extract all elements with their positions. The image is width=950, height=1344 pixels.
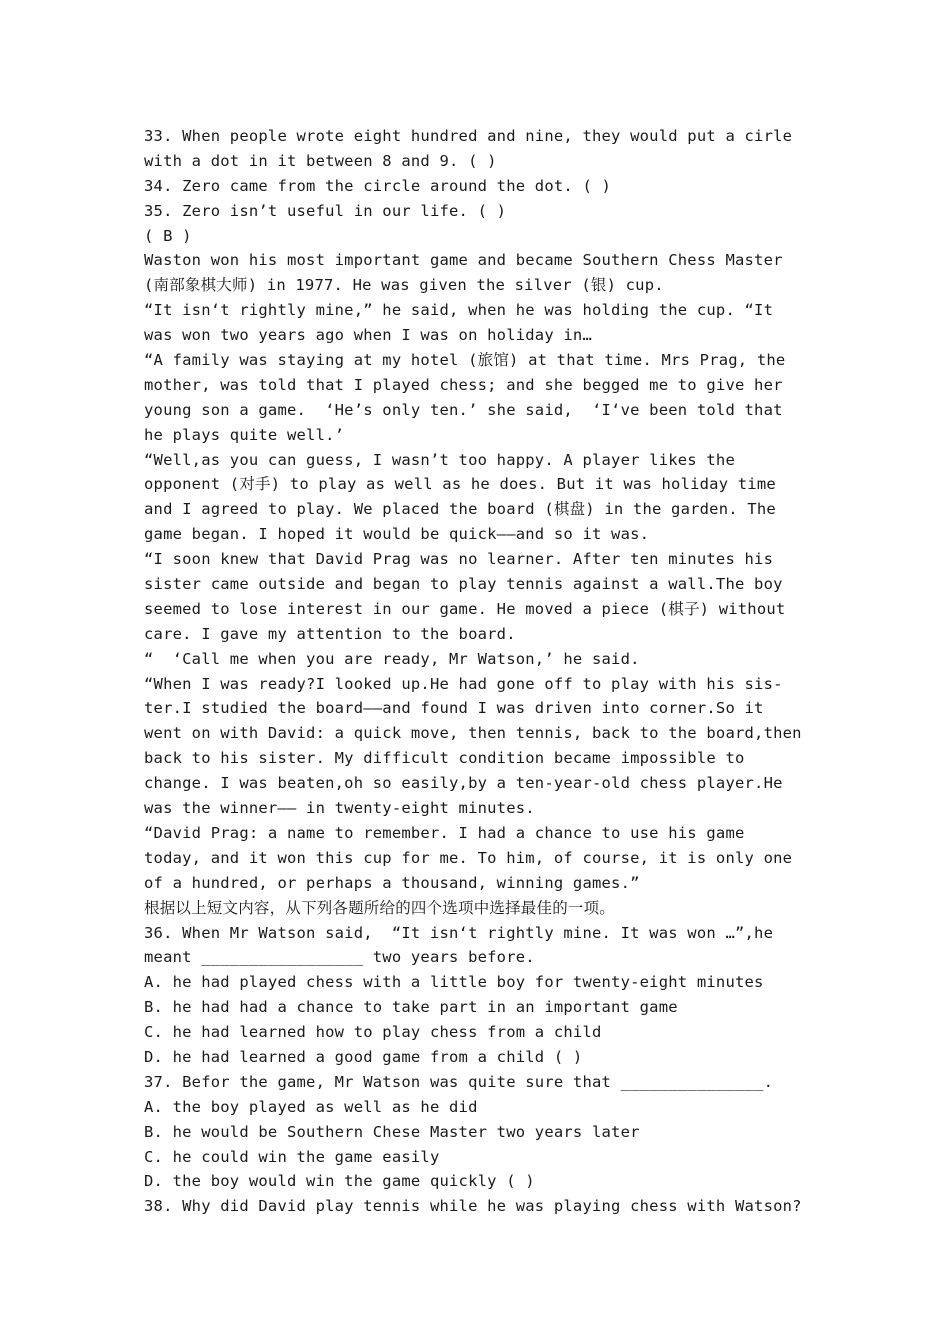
passage-line: (南部象棋大师) in 1977. He was given the silver (银) cup.: [144, 276, 664, 295]
passage-line: change. I was beaten,oh so easily,by a ten-year-old chess player.He: [144, 774, 783, 793]
question-38: 38. Why did David play tennis while he was playing chess with Watson?: [144, 1197, 802, 1216]
section-label-b: ( B ): [144, 226, 192, 245]
passage-line: young son a game. ‘He’s only ten.’ she said, ‘I‘ve been told that: [144, 400, 783, 419]
option-a: A. he had played chess with a little boy for twenty-eight minutes: [144, 973, 764, 992]
passage-line: “It isn‘t rightly mine,” he said, when he was holding the cup. “It: [144, 301, 774, 320]
option-d: D. the boy would win the game quickly ( ): [144, 1172, 535, 1191]
instruction-line: 根据以上短文内容，从下列各题所给的四个选项中选择最佳的一项。: [144, 898, 616, 917]
passage-line: game began. I hoped it would be quick——and so it was.: [144, 525, 650, 544]
passage-line: “A family was staying at my hotel (旅馆) at that time. Mrs Prag, the: [144, 351, 786, 370]
passage-line: seemed to lose interest in our game. He moved a piece (棋子) without: [144, 599, 786, 618]
text-line-q35: 35. Zero isn’t useful in our life. ( ): [144, 201, 507, 220]
passage-line: ter.I studied the board——and found I was driven into corner.So it: [144, 699, 764, 718]
option-b: B. he would be Southern Chese Master two years later: [144, 1122, 640, 1141]
passage-line: and I agreed to play. We placed the board (棋盘) in the garden. The: [144, 500, 776, 519]
passage-line: was won two years ago when I was on holiday in…: [144, 326, 592, 345]
passage-line: “ ‘Call me when you are ready, Mr Watson,’ he said.: [144, 649, 640, 668]
question-36: 36. When Mr Watson said, “It isn‘t rightly mine. It was won …”,he: [144, 923, 774, 942]
passage-line: “Well,as you can guess, I wasn’t too happy. A player likes the: [144, 450, 735, 469]
passage-line: care. I gave my attention to the board.: [144, 624, 516, 643]
document-page: [144, 124, 824, 1219]
question-37: 37. Befor the game, Mr Watson was quite sure that _______________.: [144, 1072, 774, 1091]
passage-line: sister came outside and began to play tennis against a wall.The boy: [144, 575, 783, 594]
passage-line: “I soon knew that David Prag was no learner. After ten minutes his: [144, 550, 774, 569]
passage-line: back to his sister. My difficult condition became impossible to: [144, 749, 745, 768]
passage-line: mother, was told that I played chess; and she begged me to give her: [144, 375, 783, 394]
option-c: C. he had learned how to play chess from a child: [144, 1023, 602, 1042]
passage-line: “When I was ready?I looked up.He had gone off to play with his sis-: [144, 674, 783, 693]
passage-line: he plays quite well.’: [144, 425, 345, 444]
option-c: C. he could win the game easily: [144, 1147, 440, 1166]
passage-line: was the winner—— in twenty-eight minutes.: [144, 799, 535, 818]
text-line-q33: 33. When people wrote eight hundred and nine, they would put a cirle: [144, 127, 793, 145]
passage-line: “David Prag: a name to remember. I had a chance to use his game: [144, 823, 745, 842]
text-line-q34: 34. Zero came from the circle around the dot. ( ): [144, 176, 612, 195]
text-line: with a dot in it between 8 and 9. ( ): [144, 151, 497, 170]
passage-line: Waston won his most important game and became Southern Chess Master: [144, 251, 783, 270]
passage-line: today, and it won this cup for me. To him, of course, it is only one: [144, 848, 793, 867]
passage-line: went on with David: a quick move, then tennis, back to the board,then: [144, 724, 802, 743]
option-d: D. he had learned a good game from a child ( ): [144, 1047, 583, 1066]
question-36-cont: meant _________________ two years before.: [144, 948, 535, 967]
option-b: B. he had had a chance to take part in an important game: [144, 998, 678, 1017]
passage-line: opponent (对手) to play as well as he does. But it was holiday time: [144, 475, 776, 494]
option-a: A. the boy played as well as he did: [144, 1097, 478, 1116]
passage-line: of a hundred, or perhaps a thousand, winning games.”: [144, 873, 640, 892]
